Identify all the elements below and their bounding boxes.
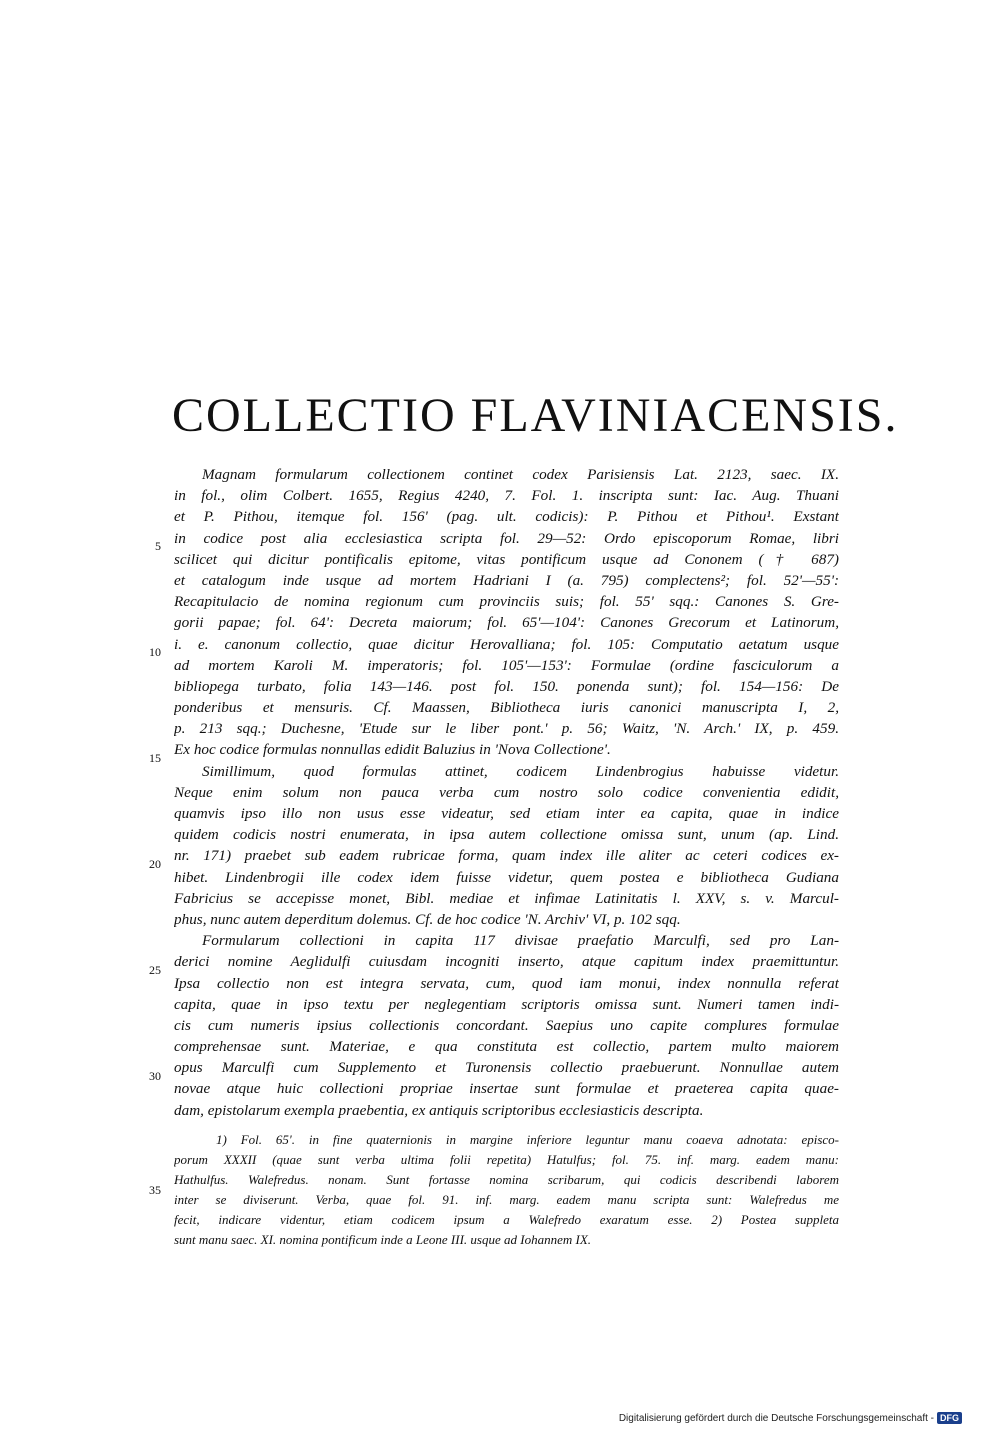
text-line: Recapitulacio de nomina regionum cum provinciis suis; fol. 55' sqq.: Canones S. Gre- — [174, 593, 839, 611]
text-line: bibliopega turbato, folia 143—146. post fol. 150. ponenda sunt); fol. 154—156: De — [174, 677, 839, 695]
text-line: p. 213 sqq.; Duchesne, 'Etude sur le liber pont.' p. 56; Waitz, 'N. Arch.' IX, p. 459. — [174, 720, 839, 738]
text-line: novae atque huic collectioni propriae insertae sunt formulae et praeterea capita quae- — [174, 1080, 839, 1098]
text-line: derici nomine Aeglidulfi cuiusdam incogniti inserto, atque capitum index praemittuntur. — [174, 953, 839, 971]
text-line: nr. 171) praebet sub eadem rubricae forma, quam index ille aliter ac ceteri codices ex- — [174, 847, 839, 865]
text-line: Simillimum, quod formulas attinet, codicem Lindenbrogius habuisse videtur. — [202, 762, 839, 780]
text-line: Ipsa collectio non est integra servata, cum, quod iam monui, index nonnulla referat — [174, 974, 839, 992]
line-number: 5 — [155, 539, 161, 553]
text-line: gorii papae; fol. 64': Decreta maiorum; fol. 65'—104': Canones Grecorum et Latinorum, — [174, 614, 839, 632]
footer-credit-text: Digitalisierung gefördert durch die Deutsche Forschungsgemeinschaft - — [618, 1413, 934, 1424]
paragraph — [174, 761, 839, 931]
text-line: i. e. canonum collectio, quae dicitur Herovalliana; fol. 105: Computatio aetatum usque — [174, 635, 839, 653]
paragraph — [174, 930, 839, 1121]
paragraph — [174, 464, 839, 761]
main-text — [174, 464, 839, 1121]
text-line: ad mortem Karoli M. imperatoris; fol. 105'—153': Formulae (ordine fasciculorum a — [174, 656, 839, 674]
footnote-line: porum XXXII (quae sunt verba ultima folii repetita) Hatulfus; fol. 75. inf. marg. eadem manu: — [174, 1152, 839, 1167]
text-line: phus, nunc autem deperditum dolemus. Cf. de hoc codice 'N. Archiv' VI, p. 102 sqq. — [174, 910, 681, 928]
text-line: et P. Pithou, itemque fol. 156' (pag. ult. codicis): P. Pithou et Pithou¹. Exstant — [174, 508, 839, 526]
text-line: capita, quae in ipso textu per neglegentiam scriptoris omissa sunt. Numeri tamen indi- — [174, 995, 839, 1013]
text-line: Ex hoc codice formulas nonnullas edidit Baluzius in 'Nova Collectione'. — [174, 741, 611, 759]
text-line: scilicet qui dicitur pontificalis epitome, vitas pontificum usque ad Cononem († 687) — [174, 550, 839, 568]
line-number: 15 — [149, 751, 161, 765]
footnote-line: inter se diviserunt. Verba, quae fol. 91. inf. marg. eadem manu scripta sunt: Walefredus me — [174, 1192, 839, 1207]
text-line: in codice post alia ecclesiastica scripta fol. 29—52: Ordo episcoporum Romae, libri — [174, 529, 839, 547]
text-line: quidem codicis nostri enumerata, in ipsa autem collectione omissa sunt, unum (ap. Lind. — [174, 826, 839, 844]
footnote-line: sunt manu saec. XI. nomina pontificum inde a Leone III. usque ad Iohannem IX. — [174, 1232, 592, 1247]
text-line: Fabricius se accepisse monet, Bibl. mediae et infimae Latinitatis l. XXV, s. v. Marcul- — [174, 889, 839, 907]
line-number: 25 — [149, 963, 161, 977]
text-line: in fol., olim Colbert. 1655, Regius 4240, 7. Fol. 1. inscripta sunt: Iac. Aug. Thuani — [174, 487, 839, 505]
text-line: Neque enim solum non pauca verba cum nostro solo codice convenientia edidit, — [174, 783, 839, 801]
text-line: opus Marculfi cum Supplemento et Turonensis collectio praebuerunt. Nonnullae autem — [174, 1059, 839, 1077]
footnote-line: Hathulfus. Walefredus. nonam. Sunt fortasse nomina scribarum, qui codicis describendi laborem — [174, 1172, 839, 1187]
text-line: dam, epistolarum exempla praebentia, ex antiquis scriptoribus ecclesiasticis descripta. — [174, 1101, 704, 1119]
text-line: hibet. Lindenbrogii ille codex idem fuisse videtur, quem postea e bibliotheca Gudiana — [174, 868, 839, 886]
footnote-line: 1) Fol. 65'. in fine quaternionis in margine inferiore leguntur manu coaeva adnotata: episco- — [216, 1132, 839, 1147]
text-line: Formularum collectioni in capita 117 divisae praefatio Marculfi, sed pro Lan- — [202, 932, 839, 950]
line-number: 20 — [149, 857, 161, 871]
footer-credit — [619, 1412, 962, 1424]
line-number: 35 — [149, 1183, 161, 1197]
footnotes — [174, 1130, 839, 1250]
text-line: ponderibus et mensuris. Cf. Maassen, Bibliotheca iuris canonici manuscripta I, 2, — [174, 699, 839, 717]
page-title: COLLECTIO FLAVINIACENSIS. — [172, 389, 899, 442]
text-line: cis cum numeris ipsius collectionis concordant. Saepius uno capite complures formulae — [174, 1016, 839, 1034]
line-number: 30 — [149, 1069, 161, 1083]
text-line: comprehensae sunt. Materiae, e qua constituta est collectio, partem multo maiorem — [174, 1038, 839, 1056]
text-line: Magnam formularum collectionem continet codex Parisiensis Lat. 2123, saec. IX. — [202, 466, 839, 483]
dfg-logo-icon: DFG — [937, 1412, 962, 1424]
footnote-line: fecit, indicare videntur, etiam codicem ipsum a Walefredo exaratum esse. 2) Postea suppleta — [174, 1212, 839, 1227]
line-number: 10 — [149, 645, 161, 659]
text-line: quamvis ipso illo non usus esse videatur, sed etiam inter ea capita, quae in indice — [174, 805, 839, 822]
text-line: et catalogum inde usque ad mortem Hadriani I (a. 795) complectens²; fol. 52'—55': — [174, 571, 839, 589]
